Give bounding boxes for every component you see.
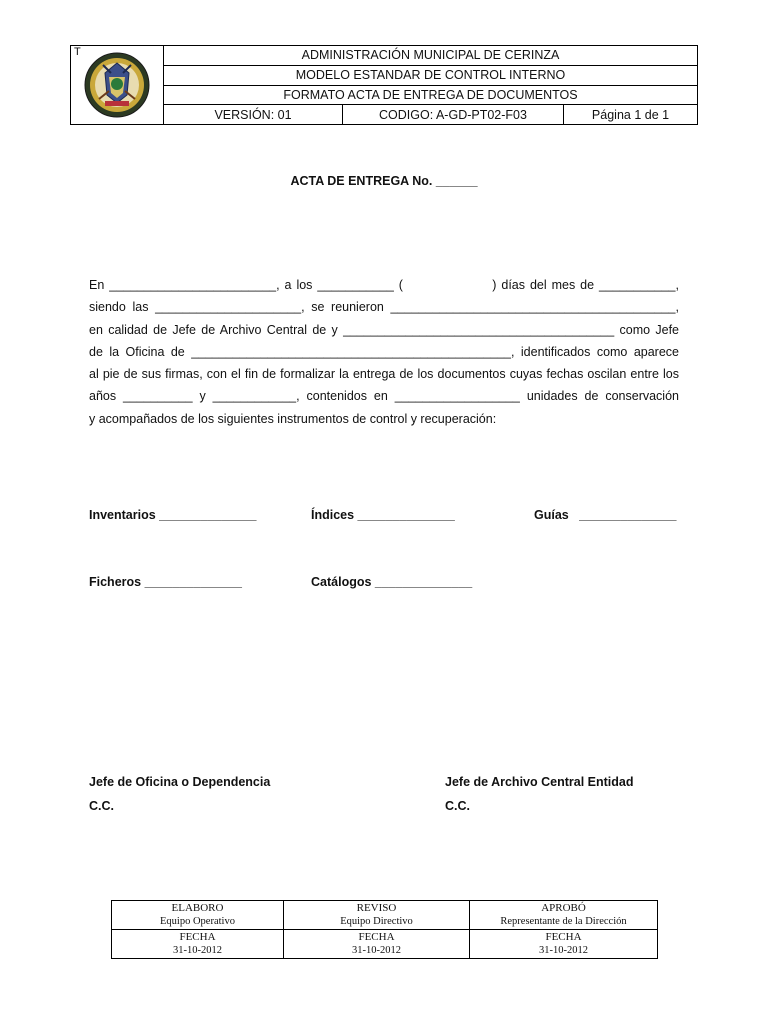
header-codigo: CODIGO: A-GD-PT02-F03 [343,105,564,125]
body-line: y acompañados de los siguientes instrumentos de control y recuperación: [89,411,497,426]
body-line: en calidad de Jefe de Archivo Central de y _______________________________________ como Jefe [89,322,679,337]
aprobo-label: APROBÓ [541,902,586,914]
body-line: de la Oficina de ______________________________________________, identificados como aparece [89,344,679,359]
fecha-label: FECHA [358,931,395,943]
header-row-formato: FORMATO ACTA DE ENTREGA DE DOCUMENTOS [164,85,698,105]
catalogos-field: Catálogos ______________ [311,575,473,589]
fecha-value: 31-10-2012 [173,945,222,956]
signature-left-cc: C.C. [89,799,114,813]
municipal-seal-logo [83,51,151,119]
header-table [70,45,698,125]
header-row-modelo: MODELO ESTANDAR DE CONTROL INTERNO [164,65,698,85]
approval-table [111,900,658,959]
ficheros-field: Ficheros ______________ [89,575,242,589]
fecha-cell-2 [284,930,470,959]
body-line: En ________________________, a los ___________ ( ) días del mes de ___________, [89,278,679,292]
fecha-cell-1 [112,930,284,959]
fecha-value: 31-10-2012 [539,945,588,956]
aprobo-sub: Representante de la Dirección [500,916,627,927]
corner-mark: T [74,46,81,58]
elaboro-cell [112,901,284,930]
fecha-cell-3 [470,930,658,959]
guias-field: Guías ______________ [534,508,677,522]
header-pagina: Página 1 de 1 [564,105,698,125]
elaboro-label: ELABORO [171,902,224,914]
reviso-sub: Equipo Directivo [340,916,413,927]
fecha-label: FECHA [545,931,582,943]
signature-right-cc: C.C. [445,799,470,813]
indices-field: Índices ______________ [311,508,455,522]
body-line: al pie de sus firmas, con el fin de formalizar la entrega de los documentos cuyas fechas oscilan entre los [89,367,679,382]
document-title: ACTA DE ENTREGA No. ______ [290,174,478,188]
signature-left-title: Jefe de Oficina o Dependencia [89,775,271,789]
body-paragraph [89,274,679,430]
signature-right-title: Jefe de Archivo Central Entidad [445,775,634,789]
fecha-value: 31-10-2012 [352,945,401,956]
fecha-label: FECHA [179,931,216,943]
inventarios-field: Inventarios ______________ [89,508,257,522]
header-version: VERSIÓN: 01 [164,105,343,125]
body-line: siendo las _____________________, se reunieron _________________________________________, [89,300,679,315]
header-row-administracion: ADMINISTRACIÓN MUNICIPAL DE CERINZA [164,46,698,66]
elaboro-sub: Equipo Operativo [160,916,235,927]
body-line: años __________ y ____________, contenidos en __________________ unidades de conservación [89,389,679,404]
logo-cell [71,46,164,125]
reviso-label: REVISO [356,902,397,914]
reviso-cell [284,901,470,930]
aprobo-cell [470,901,658,930]
